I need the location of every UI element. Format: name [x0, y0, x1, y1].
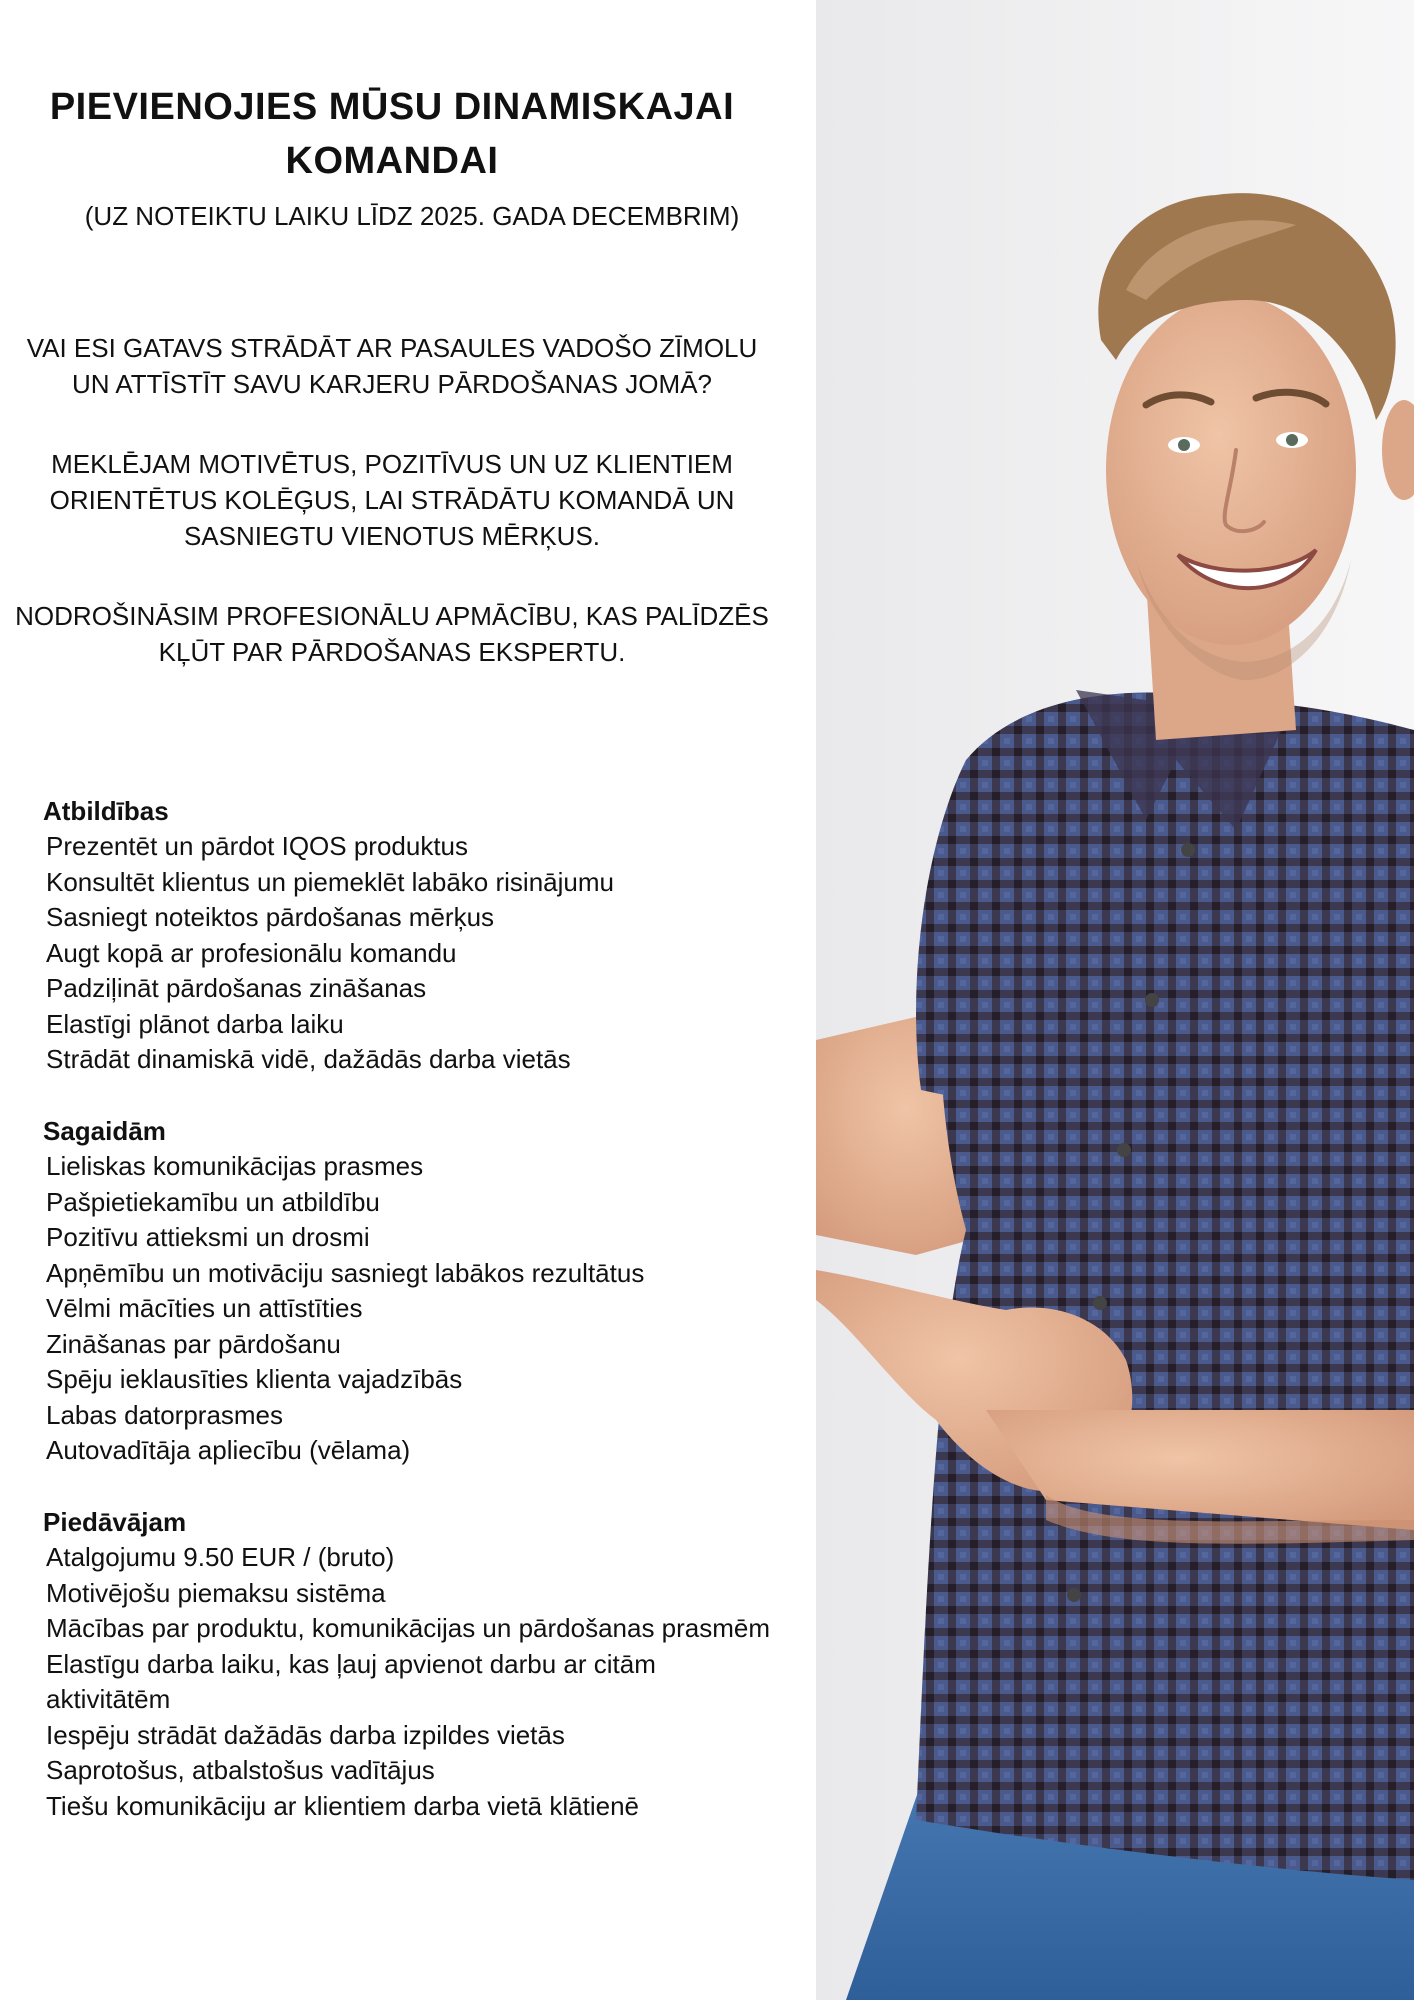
list-item: Saprotošus, atbalstošus vadītājus	[46, 1755, 435, 1785]
list-item: Mācības par produktu, komunikācijas un pārdošanas prasmēm	[46, 1613, 771, 1643]
list-item: Sasniegt noteiktos pārdošanas mērķus	[46, 902, 495, 932]
list-item: Atalgojumu 9.50 EUR / (bruto)	[46, 1542, 395, 1572]
shirt-button	[1145, 993, 1159, 1007]
list-item: Prezentēt un pārdot IQOS produktus	[46, 831, 469, 861]
list-item: Zināšanas par pārdošanu	[46, 1328, 341, 1359]
list-item: Pašpietiekamību un atbildību	[46, 1186, 380, 1217]
expectations-list	[42, 1149, 782, 1469]
section-heading: Piedāvājam	[43, 1507, 187, 1537]
list-item: Konsultēt klientus un piemeklēt labāko risinājumu	[46, 866, 614, 897]
smiling-man-photo	[816, 0, 1414, 2000]
responsibilities-list	[42, 829, 782, 1078]
page-title: PIEVIENOJIES MŪSU DINAMISKAJAI KOMANDAI	[49, 86, 735, 182]
shirt-button	[1117, 1143, 1131, 1157]
intro-paragraph: VAI ESI GATAVS STRĀDĀT AR PASAULES VADOŠO ZĪMOLU UN ATTĪSTĪT SAVU KARJERU PĀRDOŠANAS JOMĀ?	[26, 333, 758, 399]
list-item: Elastīgi plānot darba laiku	[46, 1008, 344, 1039]
intro-paragraph: MEKLĒJAM MOTIVĒTUS, POZITĪVUS UN UZ KLIENTIEM ORIENTĒTUS KOLĒĢUS, LAI STRĀDĀTU KOMANDĀ UN SASNIEGTU VIENOTUS MĒRĶUS.	[49, 449, 735, 551]
list-item: Augt kopā ar profesionālu komandu	[46, 937, 457, 968]
list-item: Vēlmi mācīties un attīstīties	[46, 1293, 363, 1323]
shirt-button	[1181, 843, 1195, 857]
list-item: Labas datorprasmes	[46, 1399, 284, 1430]
list-item: Motivējošu piemaksu sistēma	[46, 1577, 386, 1608]
shirt-button	[1067, 1588, 1081, 1602]
responsibilities-section	[42, 793, 782, 1078]
list-item: Lieliskas komunikācijas prasmes	[46, 1151, 424, 1181]
list-item: Tiešu komunikāciju ar klientiem darba vietā klātienē	[46, 1790, 639, 1821]
section-heading: Sagaidām	[43, 1116, 166, 1146]
page-subtitle: (UZ NOTEIKTU LAIKU LĪDZ 2025. GADA DECEMBRIM)	[84, 201, 740, 231]
list-item: Padziļināt pārdošanas zināšanas	[46, 973, 427, 1003]
list-item: Apņēmību un motivāciju sasniegt labākos rezultātus	[46, 1257, 645, 1288]
list-item: Spēju ieklausīties klienta vajadzībās	[46, 1364, 463, 1394]
intro-paragraph: NODROŠINĀSIM PROFESIONĀLU APMĀCĪBU, KAS PALĪDZĒS KĻŪT PAR PĀRDOŠANAS EKSPERTU.	[15, 601, 769, 667]
list-item: Elastīgu darba laiku, kas ļauj apvienot darbu ar citām aktivitātēm	[46, 1648, 656, 1714]
shirt-button	[1093, 1296, 1107, 1310]
offer-section	[42, 1504, 782, 1824]
expectations-section	[42, 1113, 782, 1469]
list-item: Iespēju strādāt dažādās darba izpildes vietās	[46, 1719, 565, 1750]
list-item: Autovadītāja apliecību (vēlama)	[46, 1435, 411, 1465]
offer-list	[42, 1540, 782, 1824]
list-item: Pozitīvu attieksmi un drosmi	[46, 1222, 370, 1252]
section-heading: Atbildības	[43, 796, 169, 826]
list-item: Strādāt dinamiskā vidē, dažādās darba vietās	[46, 1044, 571, 1074]
